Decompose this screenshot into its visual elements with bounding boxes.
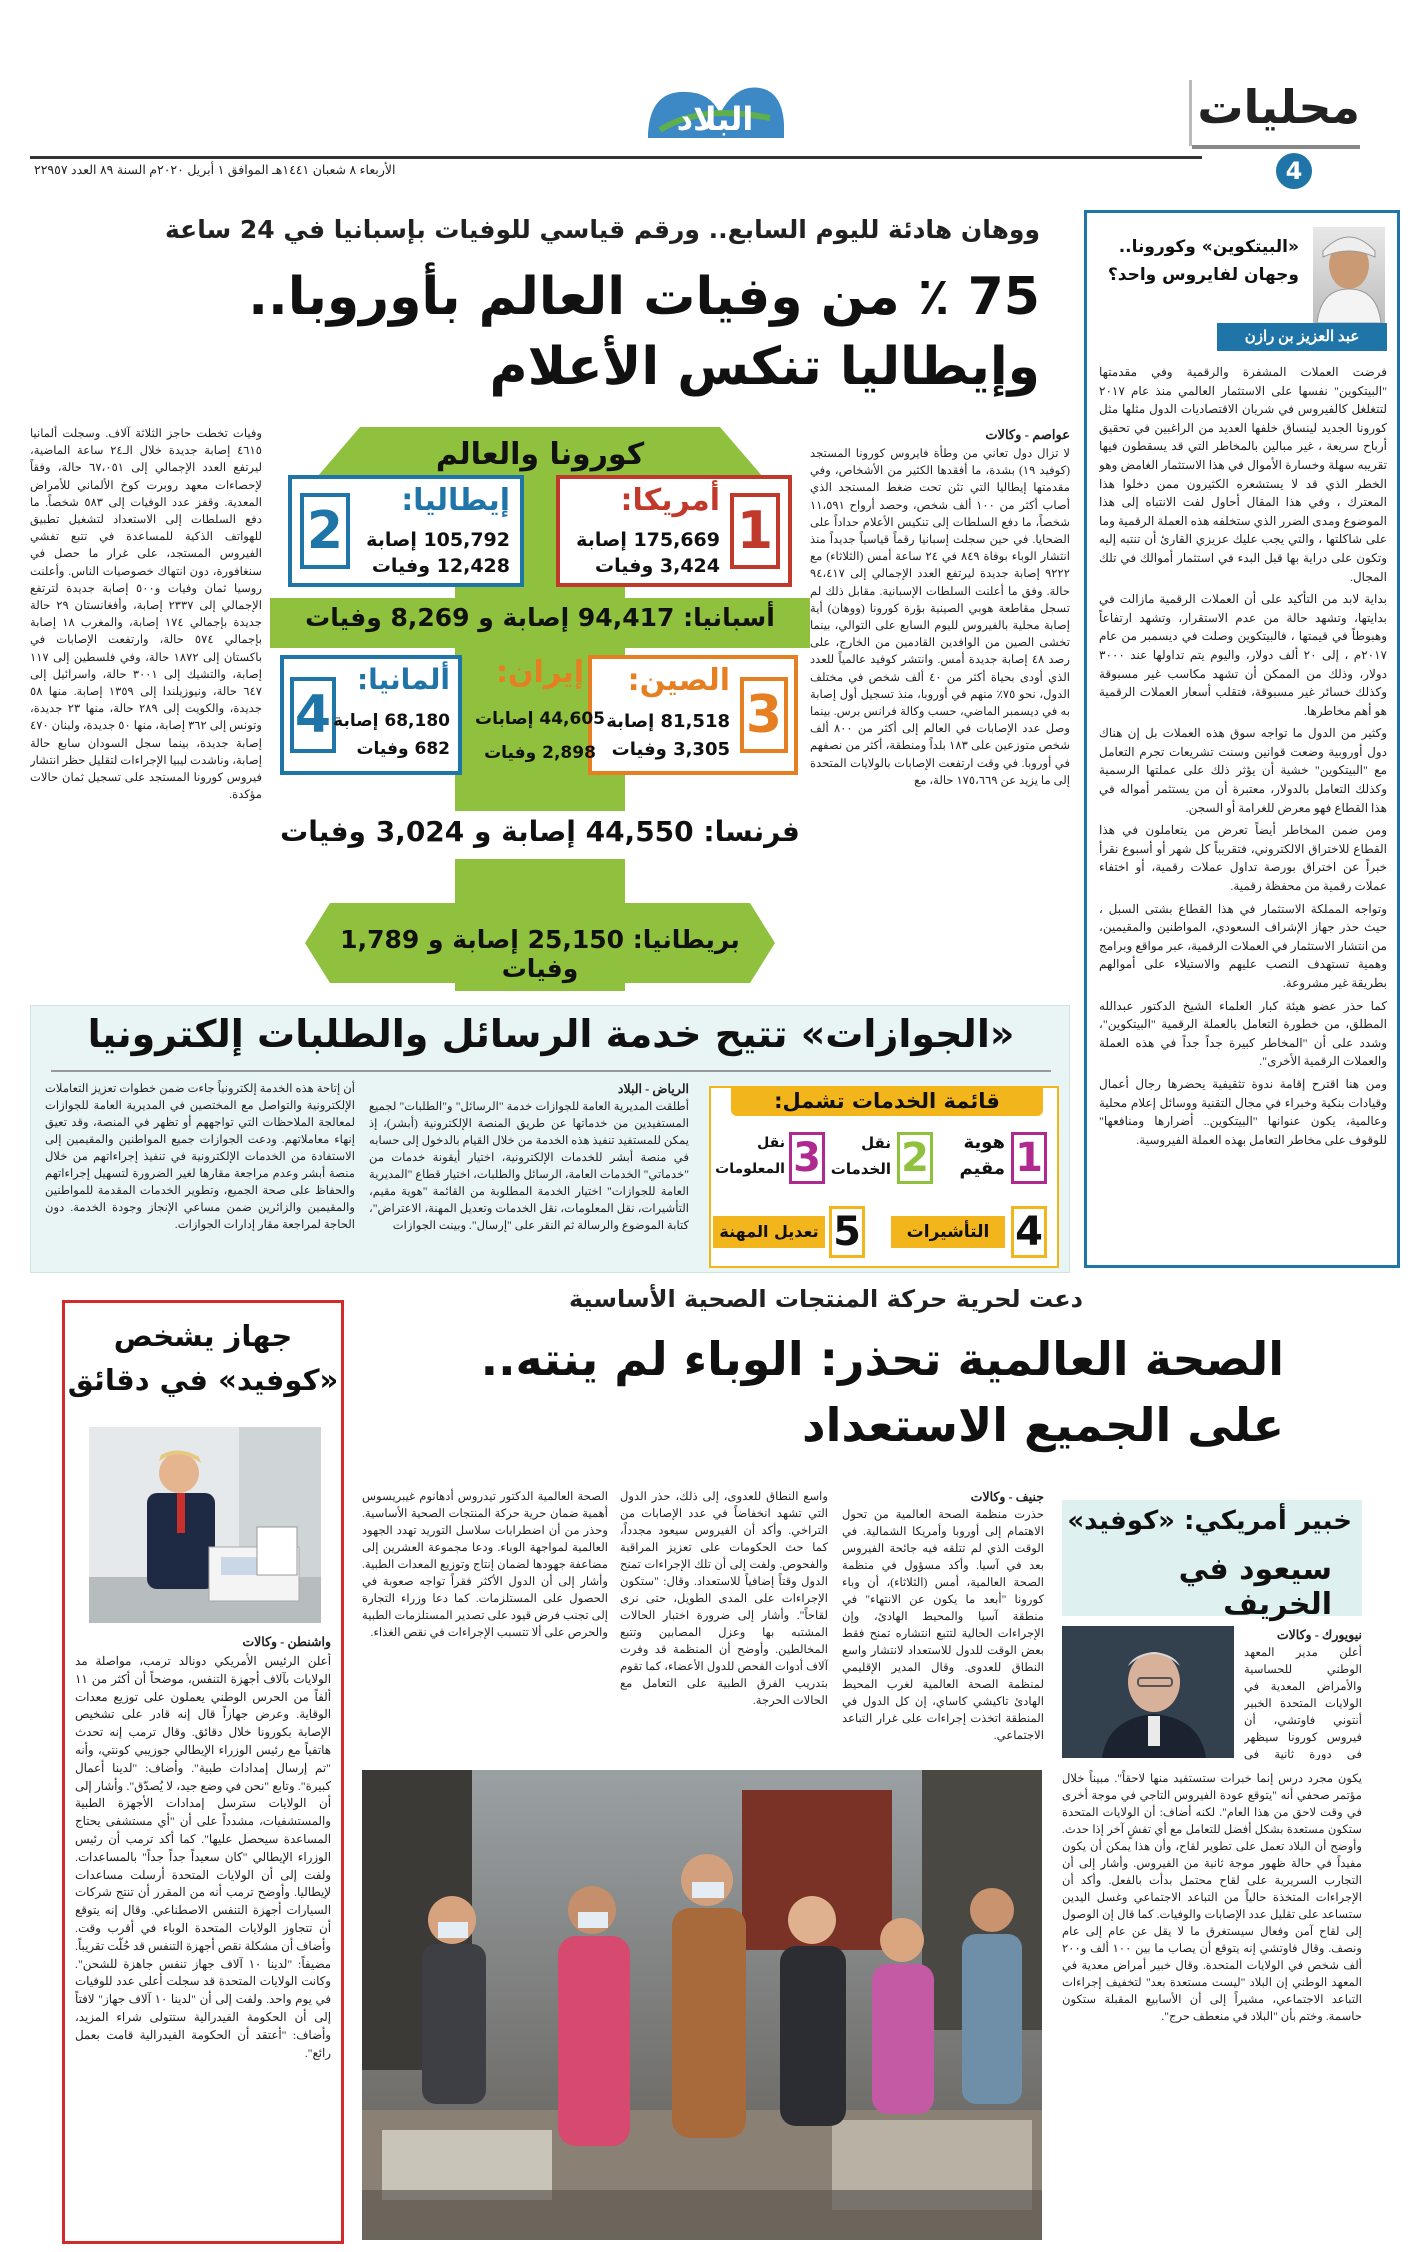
infographic-title: كورونا والعالم	[435, 437, 645, 472]
passports-headline: «الجوازات» تتيح خدمة الرسائل والطلبات إلكترونيا	[87, 1012, 1015, 1056]
passports-body-b: أن إتاحة هذه الخدمة إلكترونياً جاءت ضمن خطوات تعزيز التعاملات الإلكترونية والتواصل مع المختصين في المديرية العامة للجوازات لمعالجة الملاحظات التي تواجههم أو تظهر في المنصة، وقد تعيق إنهاء معاملاتهم. ودعت الجوازات جميع المواطنين والمقيمين إلى الاستفادة من الخدمات الإلكترونية في تنفيذ إجراءاتهم من خلال منصة أبشر وعدم مراجعة مقارها لغير الضرورة لتسهيل إجراءاتهم والحفاظ على صحة الجميع، وتطوير الخدمات المقدمة للمواطنين والمقيمين والزائرين ضمن مساعي الإنجاز وجودة الخدمة. دون الحاجة لمراجعة مقار إدارات الجوازات.	[45, 1082, 355, 1231]
market-photo	[362, 1770, 1042, 2240]
country-cases: 81,518 إصابة	[606, 711, 730, 732]
lead-headline-2: وإيطاليا تنكس الأعلام	[489, 337, 1040, 397]
country-cases: 68,180 إصابة	[333, 711, 450, 731]
country-deaths: 2,898 وفيات	[484, 743, 596, 763]
who-col-3: الصحة العالمية الدكتور تيدروس أدهانوم غيبريسوس أهمية ضمان حرية حركة المنتجات الصحية الأساسية. وحذر من أن اضطرابات سلاسل التوريد تهدد الجهود العالمية لمواجهة الوباء. ودعا مجموعة العشرين إلى مضاعفة جهودها لضمان إنتاج وتوزيع المعدات الطبية. وأشار إلى أن الدول الأكثر فقراً تواجه صعوبة في الحصول على المستلزمات. كما دعا وزراء التجارة إلى تجنب فرض قيود على تصدير المستلزمات الطبية والحرص على ألا تتسبب الإجراءات في نقص الغذاء.	[362, 1490, 608, 1639]
country-name: الصين:	[627, 663, 730, 698]
rank-badge: 2	[300, 493, 350, 569]
country-cases: 175,669 إصابة	[576, 529, 720, 551]
column-title: «البيتكوين» وكورونا.. وجهان لفايروس واحد؟	[1107, 237, 1299, 285]
country-box-iran	[466, 655, 614, 775]
country-name: ألمانيا:	[356, 663, 450, 696]
lead-headline-1: 75 ٪ من وفيات العالم بأوروبا..	[248, 267, 1040, 327]
trump-photo	[89, 1427, 321, 1623]
britain-stats: بريطانيا: 25,150 إصابة و 1,789 وفيات	[340, 925, 740, 983]
expert-body: يكون مجرد درس إنما خبرات ستستفيد منها لاحقاً". مبيناً خلال مؤتمر صحفي أنه "يتوقع عودة الفيروس التاجي في موجة أخرى في وقت لاحق من هذا العام". لكنه أضاف: أن الولايات المتحدة ستكون مستعدة بشكل أفضل للتعامل مع أي تفشٍ آخر إذا حدث. وأوضح أن البلاد تعمل على تطوير لقاح، وأن هذا يمكن أن يكون مفيداً في حالة ظهور موجة ثانية من الفيروس. وأشار إلى أن التجارب السريرية على لقاح محتمل بدأت بالفعل. وأكد أن الإجراءات المتخذة حالياً من التباعد الاجتماعي وغسل اليدين ستساعد على تقليل عدد الإصابات والوفيات. كما قال إن الوصول إلى لقاح آمن وفعال سيستغرق ما لا يقل عن عام إلى عام ونصف. وقال فاوتشي إنه يتوقع أن يصاب ما بين ١٠٠ ألف و٢٠٠ ألف شخص في الولايات المتحدة. وقال خبير أمراض معدية في المعهد الوطني إن البلاد "ليست مستعدة بعد" لتخفيف إجراءات التباعد الاجتماعي، مشيراً إلى أن الأسابيع المقبلة ستكون حاسمة. وختم بأن "البلاد في منعطف حرج".	[1062, 1772, 1362, 2023]
country-box-china	[588, 655, 798, 775]
service-number: 5	[829, 1206, 865, 1258]
device-headline-1: جهاز يشخص	[113, 1319, 293, 1353]
expert-lede: أعلن مدير المعهد الوطني للحساسية والأمراض المعدية في الولايات المتحدة الخبير أنتوني فاوتشي، أن فيروس كورونا سيظهر في دورة ثانية في	[1244, 1646, 1362, 1760]
section-title: محليات	[1197, 80, 1360, 134]
country-box-italy	[288, 475, 524, 587]
service-number: 4	[1011, 1206, 1047, 1258]
column-paragraph: كما حذر عضو هيئة كبار العلماء الشيخ الدكتور عبدالله المطلق، من خطورة التعامل بالعملة الرقمية "البيتكوين"، وشدد على أن "المخاطر كبيرة جداً جداً في هذه العملة والعملات الرقمية الأخرى".	[1099, 998, 1387, 1069]
author-portrait-icon	[1313, 227, 1385, 323]
country-cases: 44,605 إصابات	[474, 709, 605, 729]
country-cases: 105,792 إصابة	[366, 529, 510, 551]
device-headline-2: «كوفيد» في دقائق	[67, 1363, 339, 1397]
logo-mark	[640, 74, 790, 154]
section-divider	[1189, 80, 1192, 146]
corona-infographic	[270, 423, 810, 993]
france-stats: فرنسا: 44,550 إصابة و 3,024 وفيات	[280, 815, 800, 848]
column-header	[1093, 221, 1391, 361]
spain-stats: أسبانيا: 94,417 إصابة و 8,269 وفيات	[305, 603, 775, 632]
service-number: 2	[897, 1132, 933, 1184]
market-photo-scene	[362, 1770, 1042, 2240]
country-name: إيطاليا:	[401, 483, 510, 518]
column-author: عبد العزيز بن رازن	[1217, 323, 1387, 351]
who-dateline: جنيف - وكالات	[970, 1490, 1044, 1504]
expert-story	[1062, 1500, 1362, 2240]
service-label: هوية مقيم	[959, 1132, 1005, 1179]
passports-story	[30, 1005, 1070, 1273]
rank-badge: 1	[730, 493, 780, 569]
masthead	[0, 0, 1420, 190]
who-col-2: واسع النطاق للعدوى، إلى ذلك، حذر الدول التي تشهد انخفاضاً في عدد الإصابات من التراخي. وأكد أن الفيروس سيعود مجدداً، كما حث الحكومات على تعزيز المراقبة والفحوص. ولفت إلى أن تلك الإجراءات تمنح الدول وقتاً إضافياً للاستعداد. وقال: "ستكون الإجراءات على المدى الطويل، حتى نرى لقاحاً". وأشار إلى ضرورة اختبار الحالات المشتبه بها وعزل المصابين وتتبع المخالطين. وأوضح أن المنظمة قد وفرت آلاف أدوات الفحص للدول الأعضاء، كما تقوم بتدريب الفرق الطبية على التعامل مع الحالات الحرجة.	[620, 1490, 828, 1707]
section-underline	[1192, 145, 1360, 149]
who-headline-1: الصحة العالمية تحذر: الوباء لم ينته..	[480, 1332, 1284, 1386]
expert-headline-1: خبير أمريكي: «كوفيد»	[1067, 1506, 1352, 1536]
country-name: إيران:	[495, 655, 585, 690]
expert-dateline: نيويورك - وكالات	[1276, 1628, 1362, 1642]
rank-badge: 3	[740, 677, 788, 753]
issue-dateline: الأربعاء ٨ شعبان ١٤٤١هـ الموافق ١ أبريل ٢٠٢٠م السنة ٨٩ العدد ٢٢٩٥٧	[34, 163, 396, 177]
device-body: أعلن الرئيس الأمريكي دونالد ترمب، مواصلة مد الولايات بآلاف أجهزة التنفس، موضحاً أن أكثر من ١١ ألفاً من الحرس الوطني يعملون على توزيع معدات الوقاية. وعرض جهازاً قال إنه قادر على تشخيص الإصابة بكورونا خلال دقائق. وقال ترمب إنه تحدث هاتفياً مع رئيس الوزراء الإيطالي جوزيبي كونتي، وأنه "تم إرسال إمدادات طبية". وأضاف: "لدينا أعمال كبيرة". وتابع "نحن في وضع جيد، لا يُصدّق". وأشار إلى أن الولايات سترسل إمدادات الأجهزة الطبية والمستشفيات، مشدداً على أن "أي مستشفى يحتاج المساعدة سيحصل عليها". كما أكد ترمب أن رئيس الوزراء الإيطالي "كان سعيداً جداً جداً" بالمساعدات. ولفت إلى أن الولايات المتحدة أرسلت مساعدات لإيطاليا. وأوضح ترمب أنه من المقرر أن تنتج شركات السيارات أجهزة التنفس الاصطناعي. وقال إنه يتوقع أن تتجاوز الولايات المتحدة الوباء في أقرب وقت. وأضاف أن مشكلة نقص أجهزة التنفس قد حُلّت تقريباً. مضيفاً: "لدينا ١٠ آلاف جهاز تنفس جاهزة للشحن". وكانت الولايات المتحدة قد سجلت أعلى عدد للوفيات في يوم واحد. ولفت إلى أن "لدينا ١٠ آلاف جهاز" لافتاً إلى أن الحكومة الفيدرالية ستتولى شراء المزيد، وأضاف: "أعتقد أن الحكومة الفيدرالية قامت بعمل رائع".	[75, 1654, 331, 2060]
service-label: نقل الخدمات	[830, 1134, 891, 1178]
passports-rule	[51, 1070, 1051, 1072]
country-deaths: 3,424 وفيات	[595, 555, 720, 577]
lead-story	[30, 205, 1070, 1005]
column-paragraph: بداية لابد من التأكيد على أن العملات الرقمية مازالت في بدايتها، وتشهد حالة من عدم الاستقرار، وتشهد ارتفاعاً وهبوطاً في قيمتها ، فالبيتكوين وصلت في ديسمبر من عام ٢٠١٧م ، إلى ٢٠ ألف دولار، واليوم يتم تداولها عند ٣٠٠٠ دولار، وذلك من الممكن أن تشهد مكاسب غير مسبوقة وكذلك خسائر غير مسبوقة، فتقلب أسعار العملات الرقمية هو أهم مخاطرها.	[1099, 592, 1387, 718]
service-number: 1	[1011, 1132, 1047, 1184]
device-dateline: واشنطن - وكالات	[242, 1635, 331, 1649]
lead-body-right: لا تزال دول تعاني من وطأة فايروس كورونا المستجد (كوفيد ١٩) بشدة، ما أفقدها الكثير من الأشخاص، وفي مقدمتها إيطاليا التي تئن تحت ضغط المستجد الذي أصاب أكثر من ١٠٠ ألف شخص، وحصد أرواح ١١،٥٩١ شخصاً، ما دفع السلطات إلى تنكيس الأعلام حداداً على الضحايا. في حين سجلت إسبانيا رقماً قياسياً جديداً منذ انتشار الوباء بوفاة ٨٤٩ في ٢٤ ساعة أمس (الثلاثاء) مع ٩٢٢٢ إصابة جديدة ليرتفع العدد الإجمالي إلى ٩٤،٤١٧ حالة. وفق ما أعلنت السلطات الإسبانية. مقابل ذلك لم تسجل مقاطعة هوبي الصينية بؤرة كورونا (ووهان) أية إصابة محلية بالفيروس لليوم السابع على التوالي، بينما تخشى الصين من الوافدين القادمين من الخارج، على رصد ٤٨ إصابة جديدة أمس. وانتشر كوفيد عالمياً للعدد الذي أودى بحياة أكثر من ٤٠ ألف شخص في مختلف الدول، نحو ٧٥٪ منهم في أوروبا، منذ تسجيل أول إصابة به في ديسمبر الماضي، حسب وكالة فرانس برس. بينما وصل عدد الإصابات في العالم إلى أكثر من ٨٠٠ ألف شخص متوزعين على ١٨٣ بلداً ومنطقة، أكثر من نصفهم في أوروبا. في وقت ارتفعت الإصابات بالولايات المتحدة إلى ما يزيد عن ١٧٥،٦٦٩ حالة، مع	[810, 447, 1070, 787]
column-paragraph: وكثير من الدول ما تواجه سوق هذه العملات بل إن هناك دول أوروبية وضعت قوانين وسنت تشريعات تجرم التعامل مع "البيتكوين" خشية أن يؤثر ذلك على عملتها الرسمية وكذلك التعامل بالدولار، معتبرة أن من يستثمر أمواله في هذا القطاع فهو معرض للغرامة أو السجن.	[1099, 726, 1387, 815]
who-headline-2: على الجميع الاستعداد	[802, 1398, 1284, 1452]
dateline-bar	[30, 156, 1202, 159]
lead-dateline: عواصم - وكالات	[985, 427, 1070, 442]
country-deaths: 12,428 وفيات	[371, 555, 510, 577]
author-photo	[1313, 227, 1385, 323]
country-deaths: 3,305 وفيات	[611, 739, 730, 760]
column-body	[1099, 363, 1387, 1253]
who-col-1: حذرت منظمة الصحة العالمية من تحول الاهتمام إلى أوروبا وأمريكا الشمالية. في الوقت الذي لم تتلقه فيه جائحة الفيروس بعد في آسيا. وأكد مسؤول في منظمة الصحة العالمية، أمس (الثلاثاء)، أن وباء كورونا "أبعد ما يكون عن الانتهاء" في منطقة آسيا والمحيط الهادئ، وإن الإجراءات الحالية لتتبع انتشاره تمنح فقط بعض الوقت للدول للاستعداد لانتشار واسع النطاق للعدوى. وقال المدير الإقليمي لمنظمة الصحة العالمية لغرب المحيط الهادئ تاكيشي كاساي، إن كل الدول في المنطقة اتخذت إجراءات على غرار التباعد الاجتماعي.	[842, 1508, 1044, 1742]
column-paragraph: فرضت العملات المشفرة والرقمية وفي مقدمتها "البيتكوين" نفسها على الاستثمار العالمي منذ عام ٢٠١٧ لتتغلغل كالفيروس في شريان الاقتصاديات الدول مثلها مثل كورونا الجديد لينساق خلفها العديد من الراغبين في تحقيق أرباح سريعة ، غير مبالين بالمخاطر التي قد يسقطون فيها تقريبه سهلة وخسارة الأموال في هذا الاستثمار الغامض وهو الخطر الذي قد لا يستشعره الكثيرون ممن دخلوا هذا المعترك ، وفي هذا المقال أحاول لفت الانتباه إلى هذا الموضوع ومدى الضرر الذي ستخلفه هذه العملة الرقمية وما على شاكلتها ، والتي يجب عليك عزيزي القارئ أن تنتبه إليه وتكون على دراية بها قبل البدء في استثمار أموالك في تلك المجال.	[1099, 365, 1387, 584]
service-label: تعديل المهنة	[713, 1216, 825, 1248]
who-kicker: دعت لحرية حركة المنتجات الصحية الأساسية	[569, 1285, 1083, 1313]
fauci-photo	[1062, 1626, 1234, 1758]
opinion-column	[1084, 210, 1400, 1268]
column-paragraph: ومن ضمن المخاطر أيضاً تعرض من يتعاملون في هذا القطاع للاختراق الالكتروني، فتقريباً كل شهر أو أسبوع نقرأ خبراً عن اختراق بورصة تداول عملات رقمية، أو اختفاء عملات رقمية من محفظة رقمية.	[1099, 823, 1387, 894]
column-paragraph: وتواجه المملكة الاستثمار في هذا القطاع بشتى السبل ، حيث حذر جهاز الإشراف السعودي، المواطنين والمقيمين، من انتشار الاستثمار في العملات الرقمية، عبر مواقع وبرامج وهمية تستهدف النصب عليهم والاستيلاء على أموالهم بطريقة غير مشروعة.	[1099, 901, 1387, 990]
services-title: قائمة الخدمات تشمل:	[731, 1086, 1043, 1116]
passports-dateline: الرياض - البلاد	[617, 1082, 689, 1096]
rank-badge: 4	[290, 677, 336, 753]
country-deaths: 682 وفيات	[356, 739, 450, 759]
service-number: 3	[789, 1132, 825, 1184]
lead-kicker: ووهان هادئة لليوم السابع.. ورقم قياسي للوفيات بإسبانيا في 24 ساعة	[164, 215, 1040, 244]
page-number: 4	[1273, 150, 1315, 192]
lead-body-left: وفيات تخطت حاجز الثلاثة آلاف. وسجلت ألمانيا ٤٦١٥ إصابة جديدة خلال الـ٢٤ ساعة الماضية، ليرتفع العدد الإجمالي إلى ٦٧،٠٥١ حالة، وفقاً لإحصاءات معهد روبرت كوخ الألماني للأمراض المعدية. وقفز عدد الوفيات إلى ٥٨٣ شخصاً. ما دفع السلطات إلى الاستعداد لتشغيل تطبيق للهواتف الذكية للمساعدة في تتبع تفشي الفيروس المستجد، على غرار ما حصل في سنغافورة، دون انتهاك خصوصيات الناس. وأعلنت روسيا ثمان وفيات و٥٠٠ إصابة جديدة لترتفع الإجمالي إلى ٢٣٣٧ إصابة، وأفغانستان ٢٩ حالة جديدة بإجمالي ١٧٤ إصابة، والمغرب ١٨ إصابة بإجمالي ٥٧٤ حالة، وارتفعت الإصابات في باكستان إلى ١٨٧٢ حالة، وفي فلسطين إلى ١١٧ إصابة، والتشيك إلى ٣٠٠١ حالة، واسرائيل إلى ٦٤٧ حالة، ونيوزيلندا إلى ١٣٥٩ إصابة. منها ٥٨ جديدة، والكويت إلى ٢٨٩ حالة، منها ٢٣ جديدة، وتونس إلى ٣٦٢ إصابة، منها ٥٠ جديدة، ولبنان ٤٧٠ إصابة جديدة، بينما سجل السودان سابع حالة إصابة، وناشدت ليبيا الإجراءات لتقليل حظر انتشار فيروس كورونا المستجد على تسجيل ثمان حالات مؤكدة.	[30, 427, 262, 802]
country-name: أمريكا:	[620, 483, 720, 518]
expert-headline-2: سيعود في الخريف	[1178, 1552, 1332, 1622]
svg-text:البلاد: البلاد	[676, 100, 754, 138]
passports-body-a: أطلقت المديرية العامة للجوازات خدمة "الرسائل" و"الطلبات" لجميع المستفيدين من خدماتها عن طريق المنصة الإلكترونية (أبشر)، إذ يمكن للمستفيد تنفيذ هذه الخدمة من خلال القيام بالدخول إلى حسابه في منصة أبشر للخدمات الإلكترونية، اختيار أيقونة خدمات من "خدماتي" الخدمات العامة، الرسائل والطلبات، اختيار قطاع "المديرية العامة للجوازات" اختيار الخدمة المطلوبة من القائمة "هوية مقيم، التأشيرات، نقل المعلومات، نقل الخدمات وتعديل المهنة، الاعتراض"، كتابة الموضوع والرسالة ثم النقر على "إرسال". وبينت الجوازات	[369, 1100, 689, 1232]
trump-photo-scene	[89, 1427, 321, 1623]
country-box-usa	[556, 475, 792, 587]
service-label: التأشيرات	[891, 1216, 1005, 1248]
service-label: نقل المعلومات	[715, 1135, 785, 1177]
logo	[640, 74, 790, 154]
fauci-photo-scene	[1062, 1626, 1234, 1758]
country-box-germany	[280, 655, 462, 775]
services-box	[709, 1086, 1059, 1268]
column-paragraph: ومن هنا اقترح إقامة ندوة تثقيفية يحضرها رجال أعمال وقيادات بنكية وخبراء في مجال التقنية ووسائل إعلام محلية وعالمية، يكون عنوانها "البيتكوين.. أضرارها ومنافعها" للوقوف على مخاطر التعامل بهذه العملة الفيروسية.	[1099, 1076, 1387, 1147]
device-story	[62, 1300, 344, 2244]
